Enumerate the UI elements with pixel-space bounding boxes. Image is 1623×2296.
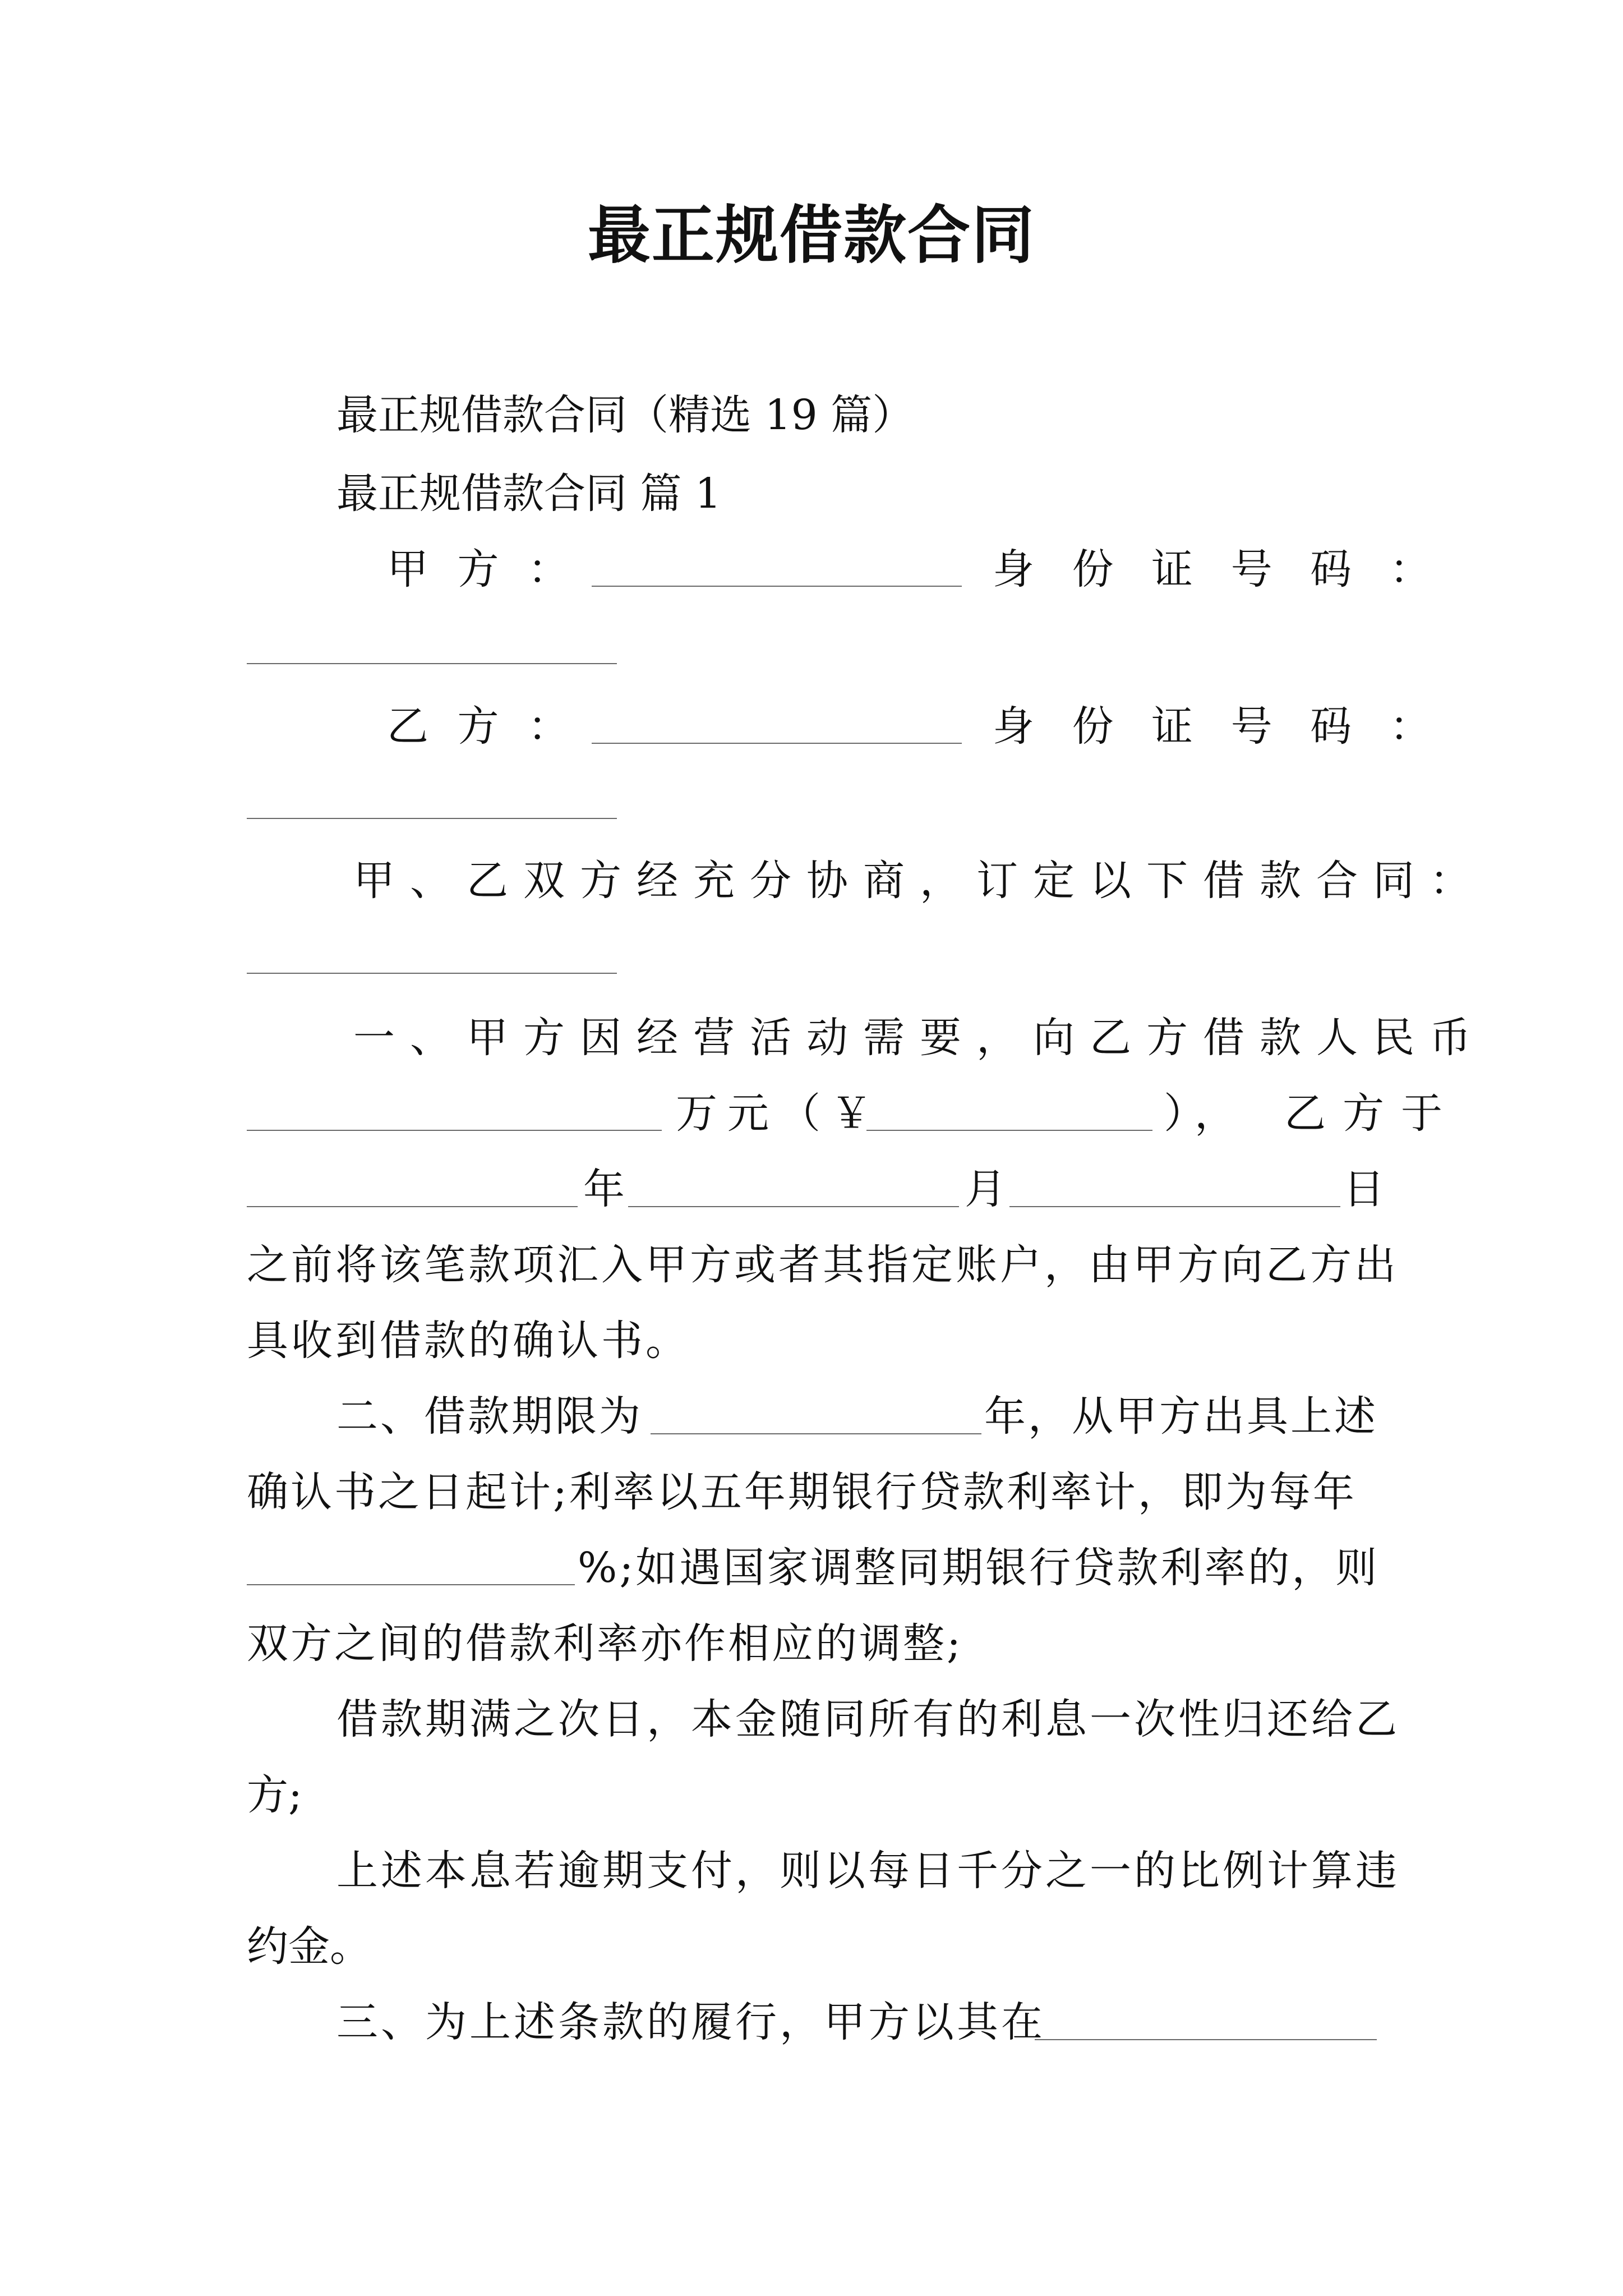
party-b-id-blank	[247, 817, 617, 819]
party-b-label: 乙 方 ：	[387, 702, 578, 751]
section-heading: 最正规借款合同 篇 1	[336, 470, 722, 518]
document-title: 最正规借款合同	[588, 199, 1035, 272]
late-paragraph-line1: 上述本息若逾期支付，则以每日千分之一的比例计算违	[336, 1847, 1400, 1895]
intro-blank	[247, 972, 617, 974]
intro-paragraph: 甲、乙双方经充分协商，订定以下借款合同：	[353, 857, 1486, 905]
clause1-amount-words-blank	[247, 1129, 662, 1131]
party-b-id-label: 身 份 证 号 码 ：	[993, 702, 1444, 751]
clause1-day-blank	[1009, 1205, 1340, 1207]
due-paragraph-line2: 方;	[247, 1771, 302, 1819]
clause1-month-blank	[628, 1205, 959, 1207]
party-a-name-blank	[592, 585, 962, 587]
due-paragraph-line1: 借款期满之次日，本金随同所有的利息一次性归还给乙	[336, 1695, 1400, 1743]
party-a-label: 甲 方 ：	[387, 545, 578, 593]
clause2-suffix: 年，从甲方出具上述	[984, 1392, 1378, 1441]
clause1-yi-fang-yu: 乙方于	[1284, 1089, 1459, 1138]
party-a-id-label: 身 份 证 号 码 ：	[993, 545, 1444, 593]
clause2-rate-blank	[247, 1583, 575, 1585]
clause2-term-blank	[651, 1432, 981, 1434]
clause2-line2: 确认书之日起计;利率以五年期银行贷款利率计，即为每年	[247, 1468, 1357, 1516]
clause1-year-label: 年	[583, 1165, 625, 1213]
clause1-wan-yuan: 万元（￥	[676, 1089, 882, 1138]
party-b-name-blank	[592, 742, 962, 744]
late-paragraph-line2: 约金。	[247, 1922, 371, 1971]
clause1-line4: 之前将该笔款项汇入甲方或者其指定账户，由甲方向乙方出	[247, 1241, 1399, 1289]
clause1-month-label: 月	[965, 1165, 1006, 1213]
clause2-line4: 双方之间的借款利率亦作相应的调整;	[247, 1619, 963, 1668]
document-subtitle: 最正规借款合同（精选 19 篇）	[336, 391, 914, 439]
clause1-line5: 具收到借款的确认书。	[247, 1317, 690, 1365]
party-a-id-blank	[247, 662, 617, 664]
clause3-prefix: 三、为上述条款的履行，甲方以其在	[336, 1998, 1045, 2046]
clause1-amount-figures-blank	[866, 1129, 1152, 1131]
clause1-line1: 一、甲方因经营活动需要，向乙方借款人民币	[353, 1014, 1486, 1062]
clause2-line3-suffix: %;如遇国家调整同期银行贷款利率的，则	[578, 1544, 1380, 1592]
clause1-close-paren: ），	[1164, 1089, 1246, 1138]
clause1-day-label: 日	[1343, 1165, 1385, 1213]
clause2-prefix: 二、借款期限为	[336, 1392, 643, 1441]
clause3-location-blank	[1035, 2038, 1377, 2040]
clause1-year-blank	[247, 1205, 578, 1207]
